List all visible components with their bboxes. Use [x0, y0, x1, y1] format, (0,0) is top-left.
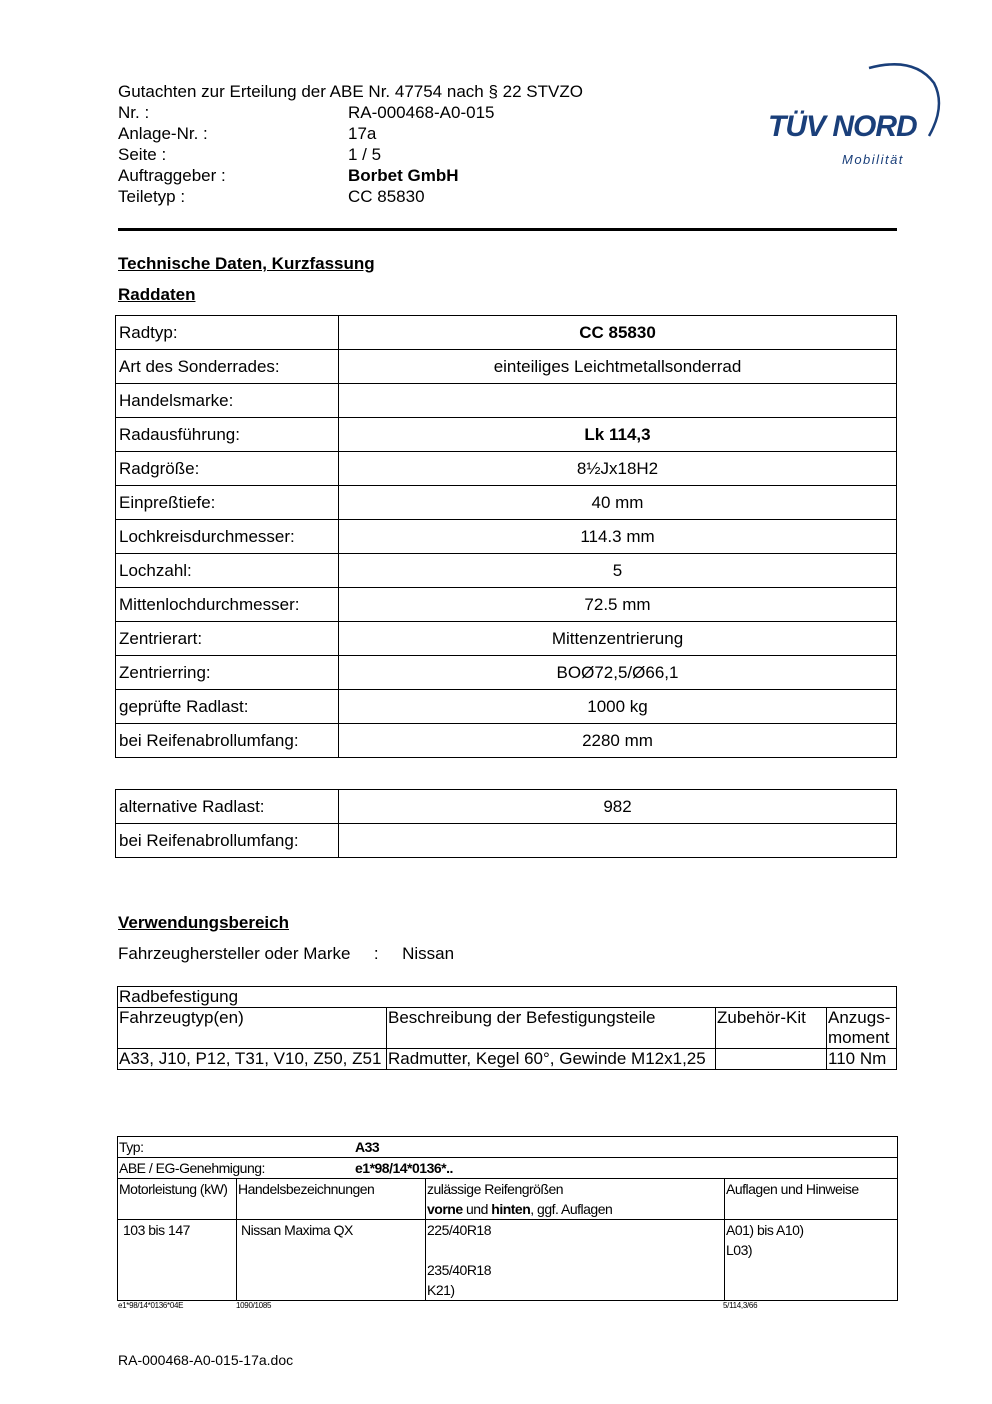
header-value: 17a: [348, 124, 377, 143]
header-label: Teiletyp :: [118, 187, 186, 206]
row-value: [339, 384, 897, 418]
row-value: 2280 mm: [339, 724, 897, 758]
row-label: alternative Radlast:: [116, 790, 339, 824]
table-row: [116, 486, 897, 520]
verwendung-title: Verwendungsbereich: [118, 913, 289, 932]
maker-value: Nissan: [402, 944, 455, 963]
table-row: [116, 588, 897, 622]
tyres-rest: , ggf. Auflagen: [530, 1201, 613, 1217]
table-header-row: [118, 1008, 897, 1049]
typ-table: [117, 1136, 898, 1301]
table-row: [116, 520, 897, 554]
table-row: [116, 790, 897, 824]
tyres-cell: [426, 1220, 725, 1301]
row-label: Lochkreisdurchmesser:: [116, 520, 339, 554]
row-label: Einpreßtiefe:: [116, 486, 339, 520]
table-row: [118, 1220, 898, 1301]
raddaten-title: Raddaten: [118, 285, 196, 304]
header-row-teiletyp: [118, 186, 583, 207]
row-value: 982: [339, 790, 897, 824]
radbefestigung-table: [117, 986, 897, 1070]
row-value: 114.3 mm: [339, 520, 897, 554]
typ-value: A33: [355, 1139, 380, 1155]
row-label: Zentrierring:: [116, 656, 339, 690]
footnote-pcd: 5/114,3/66: [723, 1301, 758, 1310]
header-label: Anlage-Nr. :: [118, 124, 208, 143]
header-value: Borbet GmbH: [348, 166, 459, 185]
header-value: RA-000468-A0-015: [348, 103, 495, 122]
row-label: Mittenlochdurchmesser:: [116, 588, 339, 622]
table-row: [116, 418, 897, 452]
row-label: geprüfte Radlast:: [116, 690, 339, 724]
tyre-note: K21): [427, 1282, 455, 1298]
abe-value: e1*98/14*0136*..: [355, 1160, 453, 1176]
row-label: Handelsmarke:: [116, 384, 339, 418]
raddaten-table: [115, 315, 897, 758]
tyres-header-line1: zulässige Reifengrößen: [427, 1181, 564, 1197]
abe-label: ABE / EG-Genehmigung:: [119, 1160, 265, 1176]
row-label: Radtyp:: [116, 316, 339, 350]
table-cell: Radmutter, Kegel 60°, Gewinde M12x1,25: [387, 1049, 716, 1070]
notes-cell: [725, 1220, 898, 1301]
tyre-size: 235/40R18: [427, 1262, 492, 1278]
header-value: 1 / 5: [348, 145, 382, 164]
table-row: [116, 724, 897, 758]
table-row: [116, 452, 897, 486]
column-header: Beschreibung der Befestigungsteile: [387, 1008, 716, 1049]
table-row: [116, 622, 897, 656]
table-row: [118, 987, 897, 1008]
row-value: CC 85830: [339, 316, 897, 350]
row-value: Mittenzentrierung: [339, 622, 897, 656]
row-label: Art des Sonderrades:: [116, 350, 339, 384]
footnote-codes: 1090/1085: [236, 1301, 272, 1310]
logo-brand: TÜV NORD: [768, 110, 917, 143]
row-value: Lk 114,3: [339, 418, 897, 452]
tyre-size: 225/40R18: [427, 1222, 492, 1238]
table-cell: [716, 1049, 827, 1070]
table-cell: 110 Nm: [827, 1049, 897, 1070]
table-row: [116, 316, 897, 350]
row-value: 40 mm: [339, 486, 897, 520]
table-row: [116, 656, 897, 690]
row-value: einteiliges Leichtmetallsonderrad: [339, 350, 897, 384]
row-label: Radausführung:: [116, 418, 339, 452]
maker-line: [118, 944, 454, 964]
row-label: Lochzahl:: [116, 554, 339, 588]
table-row: [116, 554, 897, 588]
table-row: [118, 1158, 898, 1179]
typ-label: Typ:: [119, 1139, 144, 1155]
table-row: [116, 384, 897, 418]
header-label: Seite :: [118, 145, 167, 164]
row-value: BOØ72,5/Ø66,1: [339, 656, 897, 690]
header-row-anlage: [118, 123, 583, 144]
tuv-nord-logo: [764, 58, 944, 173]
table-row: [118, 1137, 898, 1158]
table-row: [116, 690, 897, 724]
column-header: Motorleistung (kW): [118, 1179, 237, 1220]
section-title: Technische Daten, Kurzfassung: [118, 254, 375, 273]
row-value: 1000 kg: [339, 690, 897, 724]
table-row: [116, 824, 897, 858]
table-header-row: [118, 1179, 898, 1220]
header-value: CC 85830: [348, 187, 425, 206]
row-value: 5: [339, 554, 897, 588]
radbefestigung-title: Radbefestigung: [118, 987, 897, 1008]
header-row-nr: [118, 102, 583, 123]
document-filename: RA-000468-A0-015-17a.doc: [118, 1352, 294, 1368]
column-header: Anzugs-moment: [827, 1008, 897, 1049]
document-header: [118, 81, 583, 207]
row-label: bei Reifenabrollumfang:: [116, 824, 339, 858]
names-cell: Nissan Maxima QX: [237, 1220, 426, 1301]
row-label: bei Reifenabrollumfang:: [116, 724, 339, 758]
maker-separator: :: [373, 944, 379, 963]
abe-row: [118, 1158, 898, 1179]
header-label: Auftraggeber :: [118, 166, 226, 185]
column-header: Auflagen und Hinweise: [725, 1179, 898, 1220]
header-divider: [118, 228, 897, 231]
header-label: Nr. :: [118, 103, 150, 122]
column-header: Fahrzeugtyp(en): [118, 1008, 387, 1049]
row-value: 8½Jx18H2: [339, 452, 897, 486]
power-cell: 103 bis 147: [118, 1220, 237, 1301]
tyres-front: vorne: [427, 1201, 463, 1217]
note-line: L03): [726, 1242, 753, 1258]
note-line: A01) bis A10): [726, 1222, 804, 1238]
maker-label: Fahrzeughersteller oder Marke: [118, 944, 351, 963]
tyres-rear: hinten: [491, 1201, 531, 1217]
column-header: Zubehör-Kit: [716, 1008, 827, 1049]
table-row: [118, 1049, 897, 1070]
column-header: Handelsbezeichnungen: [237, 1179, 426, 1220]
table-cell: A33, J10, P12, T31, V10, Z50, Z51: [118, 1049, 387, 1070]
header-row-auftraggeber: [118, 165, 583, 186]
row-label: Zentrierart:: [116, 622, 339, 656]
row-value: 72.5 mm: [339, 588, 897, 622]
typ-row: [118, 1137, 898, 1158]
table-row: [116, 350, 897, 384]
row-value: [339, 824, 897, 858]
footnote-approval: e1*98/14*0136*04E: [118, 1301, 184, 1310]
logo-subtitle: Mobilität: [842, 152, 904, 167]
report-title: Gutachten zur Erteilung der ABE Nr. 47754 nach § 22 STVZO: [118, 82, 583, 101]
column-header-tyres: [426, 1179, 725, 1220]
header-row-seite: [118, 144, 583, 165]
tyres-and: und: [466, 1201, 488, 1217]
alternative-load-table: [115, 789, 897, 858]
row-label: Radgröße:: [116, 452, 339, 486]
